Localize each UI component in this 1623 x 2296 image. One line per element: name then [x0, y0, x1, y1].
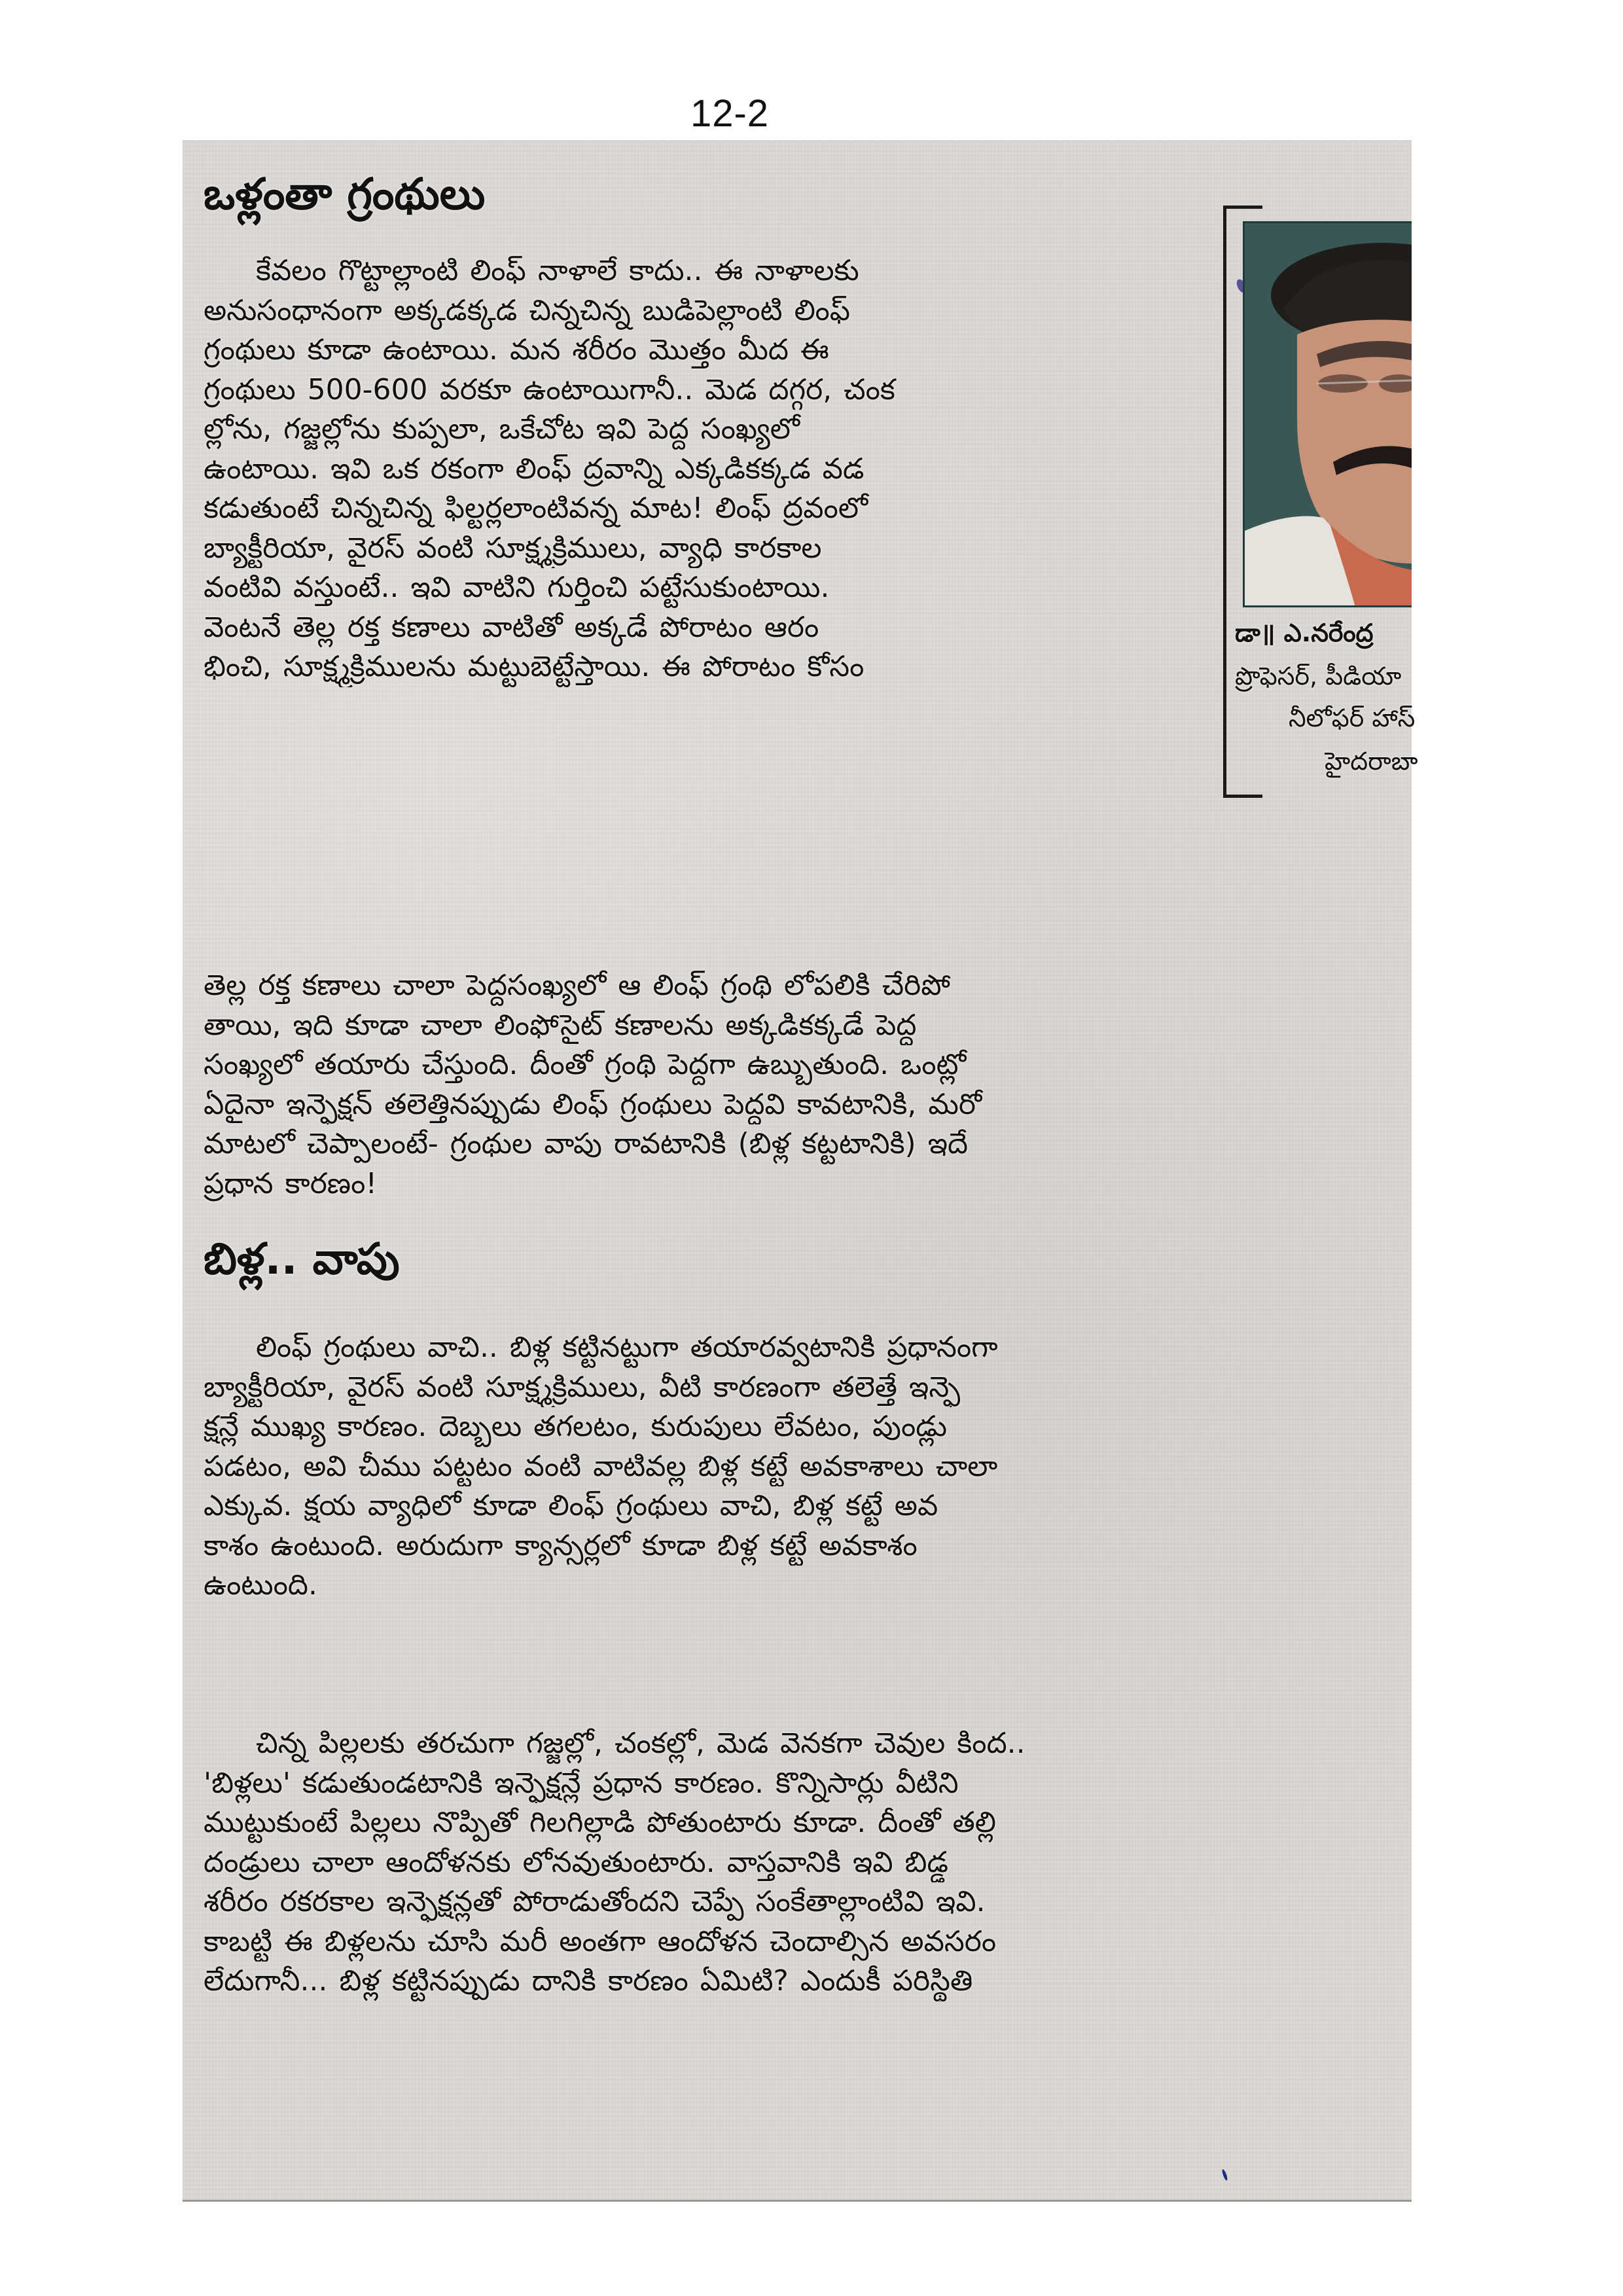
text-line: సంఖ్యలో తయారు చేస్తుంది. దీంతో గ్రంథి పెద్దగా ఉబ్బుతుంది. ఒంట్లో	[204, 1048, 967, 1081]
text-line: ముట్టుకుంటే పిల్లలు నొప్పితో గిలగిల్లాడి పోతుంటారు కూడా. దీంతో తల్లి	[204, 1806, 997, 1839]
paragraph-4	[204, 1724, 1316, 2001]
text-line: ల్లోను, గజ్జల్లోను కుప్పలా, ఒకేచోట ఇవి పెద్ద సంఖ్యలో	[204, 412, 800, 446]
text-line: బ్యాక్టీరియా, వైరస్ వంటి సూక్ష్మక్రిములు, వ్యాధి కారకాల	[204, 531, 822, 565]
text-line: ప్రధాన కారణం!	[204, 1166, 378, 1200]
author-hospital: నీలోఫర్ హాస్	[1289, 704, 1416, 732]
text-line: కడుతుంటే చిన్నచిన్న ఫిల్టర్లలాంటివన్న మాట! లింఫ్ ద్రవంలో	[204, 492, 868, 525]
author-title: ప్రొఫెసర్, పీడియా	[1235, 662, 1402, 691]
text-line: శరీరం రకరకాల ఇన్ఫెక్షన్లతో పోరాడుతోందని చెప్పే సంకేతాల్లాంటివి ఇవి.	[204, 1885, 986, 1918]
text-line: భించి, సూక్ష్మక్రిములను మట్టుబెట్టేస్తాయి. ఈ పోరాటం కోసం	[204, 650, 865, 683]
text-line: చిన్న పిల్లలకు తరచుగా గజ్జల్లో, చంకల్లో, మెడ వెనకగా చెవుల కింద..	[256, 1727, 1026, 1760]
ink-speck	[1221, 2169, 1228, 2181]
text-line: వంటివి వస్తుంటే.. ఇవి వాటిని గుర్తించి పట్టేసుకుంటాయి.	[204, 571, 830, 604]
text-line: మాటలో చెప్పాలంటే- గ్రంథుల వాపు రావటానికి (బిళ్ల కట్టటానికి) ఇదే	[204, 1127, 969, 1160]
headline-swelling: బిళ్ల.. వాపు	[204, 1234, 400, 1284]
text-line: ఎక్కువ. క్షయ వ్యాధిలో కూడా లింఫ్ గ్రంథులు వాచి, బిళ్ల కట్టే అవ	[204, 1489, 938, 1522]
text-line: దండ్రులు చాలా ఆందోళనకు లోనవుతుంటారు. వాస్తవానికి ఇవి బిడ్డ	[204, 1845, 949, 1879]
newspaper-clipping	[183, 140, 1418, 2202]
paragraph-2	[204, 966, 1310, 1204]
text-line: అనుసంధానంగా అక్కడక్కడ చిన్నచిన్న బుడిపెల్లాంటి లింఫ్	[204, 293, 851, 327]
author-photo	[1243, 221, 1412, 607]
text-line: కాశం ఉంటుంది. అరుదుగా క్యాన్సర్లలో కూడా బిళ్ల కట్టే అవకాశం	[204, 1528, 918, 1562]
text-line: వెంటనే తెల్ల రక్త కణాలు వాటితో అక్కడే పోరాటం ఆరం	[204, 610, 819, 644]
text-line: లింఫ్ గ్రంథులు వాచి.. బిళ్ల కట్టినట్టుగా తయారవ్వటానికి ప్రధానంగా	[256, 1331, 998, 1364]
headline-glands-everywhere: ఒళ్లంతా గ్రంథులు	[204, 169, 486, 219]
portrait-illustration	[1245, 223, 1412, 607]
paragraph-3	[204, 1328, 1316, 1605]
text-line: లేదుగానీ... బిళ్ల కట్టినప్పుడు దానికి కారణం ఏమిటి? ఎందుకీ పరిస్థితి	[204, 1964, 973, 1998]
text-line: గ్రంథులు కూడా ఉంటాయి. మన శరీరం మొత్తం మీద ఈ	[204, 333, 829, 367]
text-line: తాయి, ఇది కూడా చాలా లింఫోసైట్ కణాలను అక్కడికక్కడే పెద్ద	[204, 1008, 917, 1042]
text-line: ఏదైనా ఇన్ఫెక్షన్ తలెత్తినప్పుడు లింఫ్ గ్రంథులు పెద్దవి కావటానికి, మరో	[204, 1087, 982, 1121]
text-line: తెల్ల రక్త కణాలు చాలా పెద్దసంఖ్యలో ఆ లింఫ్ గ్రంథి లోపలికి చేరిపో	[204, 969, 951, 1002]
text-line: పడటం, అవి చీము పట్టటం వంటి వాటివల్ల బిళ్ల కట్టే అవకాశాలు చాలా	[204, 1449, 998, 1483]
text-line: 'బిళ్లలు' కడుతుండటానికి ఇన్ఫెక్షన్లే ప్రధాన కారణం. కొన్నిసార్లు వీటిని	[204, 1766, 959, 1800]
text-line: కాబట్టి ఈ బిళ్లలను చూసి మరీ అంతగా ఆందోళన చెందాల్సిన అవసరం	[204, 1924, 997, 1958]
author-name: డా॥ ఎ.నరేంద్ర	[1235, 619, 1374, 647]
text-line: గ్రంథులు 500-600 వరకూ ఉంటాయిగానీ.. మెడ దగ్గర, చంక	[204, 372, 895, 406]
page-number: 12-2	[690, 92, 770, 135]
author-city: హైదరాబా	[1325, 747, 1418, 776]
paragraph-1	[204, 251, 1172, 687]
text-line: కేవలం గొట్టాల్లాంటి లింఫ్ నాళాలే కాదు.. ఈ నాళాలకు	[256, 254, 859, 287]
text-line: క్షన్లే ముఖ్య కారణం. దెబ్బలు తగలటం, కురుపులు లేవటం, పుండ్లు	[204, 1410, 948, 1443]
text-line: ఉంటాయి. ఇవి ఒక రకంగా లింఫ్ ద్రవాన్ని ఎక్కడికక్కడ వడ	[204, 452, 865, 486]
text-line: బ్యాక్టీరియా, వైరస్ వంటి సూక్ష్మక్రిములు, వీటి కారణంగా తలెత్తే ఇన్ఫె	[204, 1370, 961, 1404]
text-line: ఉంటుంది.	[204, 1568, 317, 1602]
